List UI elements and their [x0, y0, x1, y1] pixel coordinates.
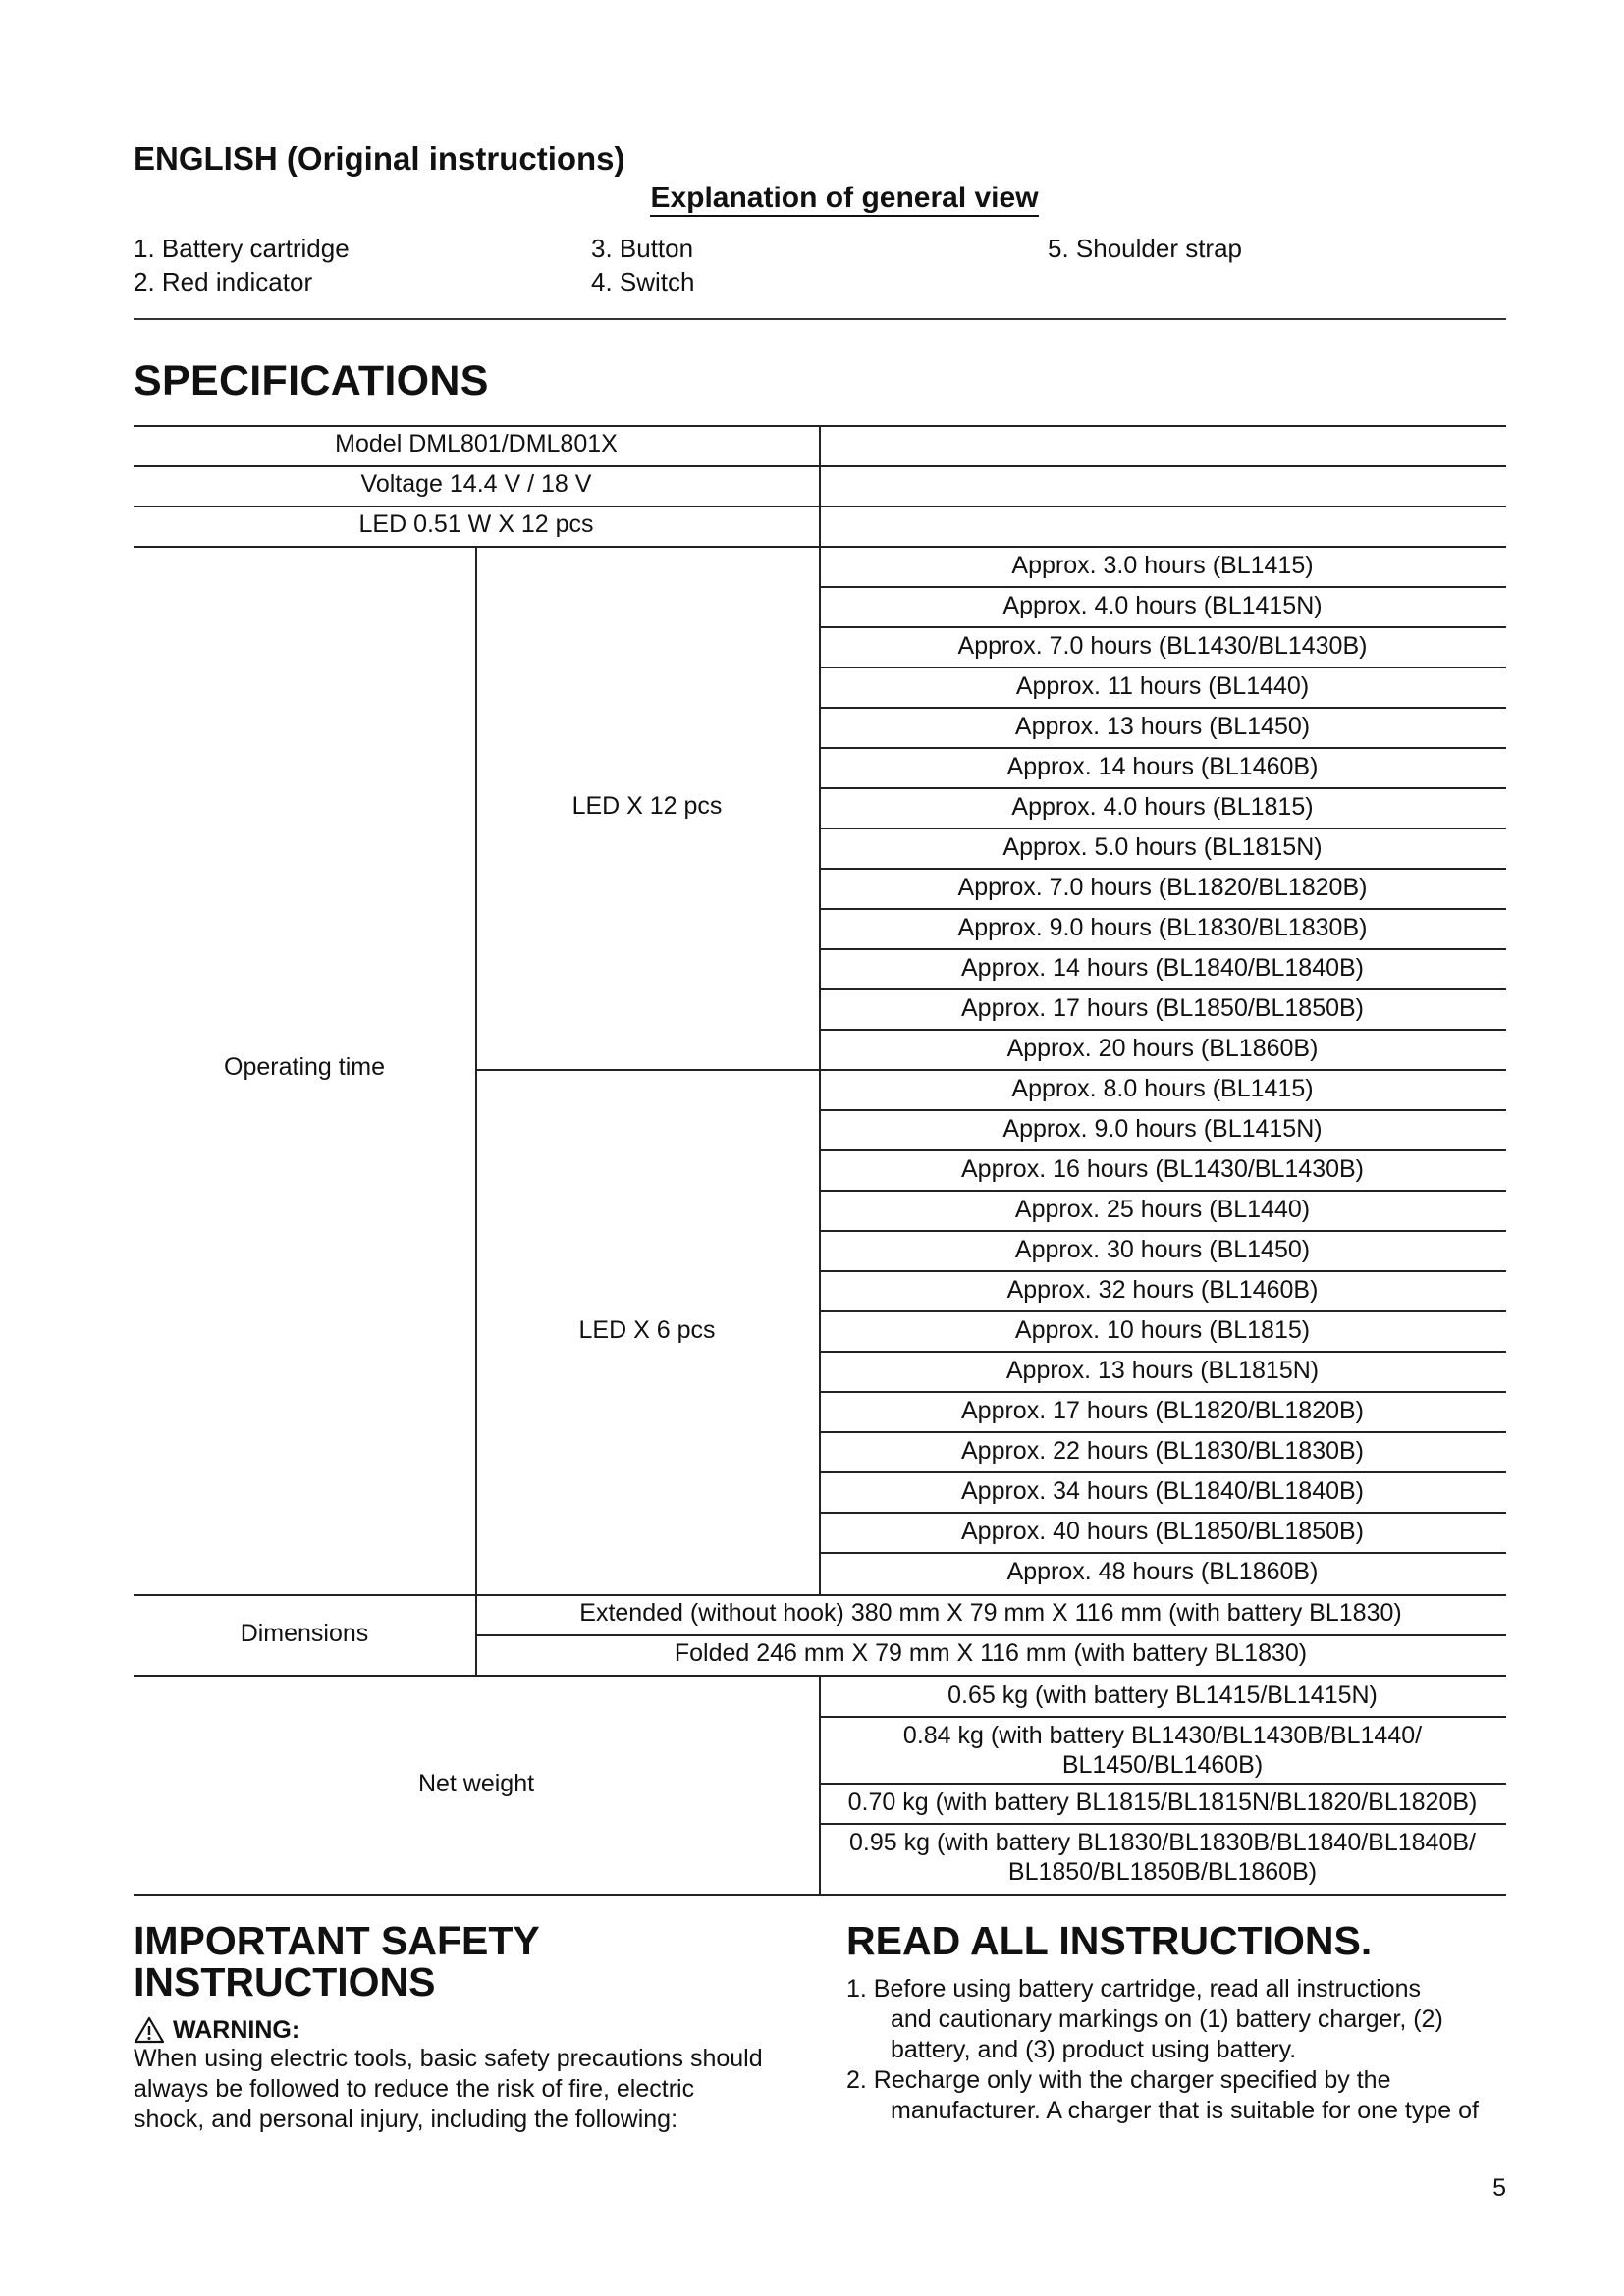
led6-label: LED X 6 pcs — [578, 1316, 716, 1344]
operating-time-value: Approx. 7.0 hours (BL1820/BL1820B) — [957, 874, 1368, 901]
read-all-list — [846, 1974, 1514, 2126]
table-rule — [819, 1471, 1506, 1473]
page-number: 5 — [1492, 2174, 1506, 2202]
general-view-title-text: Explanation of general view — [650, 182, 1038, 217]
warning-line: When using electric tools, basic safety precautions should — [134, 2045, 763, 2072]
table-rule — [819, 1716, 1506, 1718]
operating-time-value: Approx. 8.0 hours (BL1415) — [1011, 1075, 1314, 1102]
operating-time-value: Approx. 4.0 hours (BL1815) — [1011, 793, 1314, 821]
safety-heading-line: IMPORTANT SAFETY — [134, 1918, 540, 1963]
operating-time-value: Approx. 32 hours (BL1460B) — [1006, 1276, 1319, 1304]
table-rule — [819, 1351, 1506, 1353]
table-rule — [819, 1149, 1506, 1151]
read-all-line: and cautionary markings on (1) battery charger, (2) — [891, 2005, 1443, 2033]
warning-label: WARNING: — [173, 2015, 300, 2044]
table-rule — [134, 1894, 1506, 1896]
table-rule — [819, 988, 1506, 990]
operating-time-value: Approx. 17 hours (BL1820/BL1820B) — [961, 1397, 1364, 1424]
operating-time-value: Approx. 40 hours (BL1850/BL1850B) — [961, 1518, 1364, 1545]
general-view-item: 3. Button — [591, 234, 694, 263]
specifications-heading: SPECIFICATIONS — [134, 357, 489, 404]
read-all-line: manufacturer. A charger that is suitable for one type of — [891, 2097, 1479, 2124]
table-rule — [819, 747, 1506, 749]
operating-time-value: Approx. 48 hours (BL1860B) — [1006, 1558, 1319, 1585]
operating-time-value: Approx. 34 hours (BL1840/BL1840B) — [961, 1477, 1364, 1505]
operating-time-value: Approx. 16 hours (BL1430/BL1430B) — [961, 1155, 1364, 1183]
operating-time-value: Approx. 14 hours (BL1840/BL1840B) — [961, 954, 1364, 982]
table-rule — [819, 1109, 1506, 1111]
led-cell: LED 0.51 W X 12 pcs — [358, 510, 594, 538]
read-all-line: 2. Recharge only with the charger specified by the — [846, 2066, 1391, 2094]
operating-time-value: Approx. 20 hours (BL1860B) — [1006, 1035, 1319, 1062]
table-rule — [819, 626, 1506, 628]
operating-time-value: Approx. 13 hours (BL1450) — [1014, 713, 1311, 740]
operating-time-value: Approx. 30 hours (BL1450) — [1014, 1236, 1311, 1263]
operating-time-label: Operating time — [224, 1053, 385, 1081]
warning-line: shock, and personal injury, including the following: — [134, 2106, 678, 2133]
table-rule — [819, 828, 1506, 829]
model-cell: Model DML801/DML801X — [335, 430, 618, 457]
table-rule — [819, 1230, 1506, 1232]
safety-heading — [134, 1920, 540, 2002]
operating-time-value: Approx. 7.0 hours (BL1430/BL1430B) — [957, 632, 1368, 660]
operating-time-value: Approx. 22 hours (BL1830/BL1830B) — [961, 1437, 1364, 1465]
dimensions-folded: Folded 246 mm X 79 mm X 116 mm (with battery BL1830) — [674, 1639, 1308, 1667]
operating-time-value: Approx. 14 hours (BL1460B) — [1006, 753, 1319, 780]
table-rule — [819, 1552, 1506, 1554]
table-rule — [819, 1783, 1506, 1785]
net-weight-value: 0.95 kg (with battery BL1830/BL1830B/BL1840/BL1840B/ BL1850/BL1850B/BL1860B) — [849, 1829, 1476, 1886]
voltage-cell: Voltage 14.4 V / 18 V — [360, 470, 592, 498]
operating-time-value: Approx. 25 hours (BL1440) — [1014, 1196, 1311, 1223]
warning-text — [134, 2044, 763, 2135]
operating-time-value: Approx. 17 hours (BL1850/BL1850B) — [961, 994, 1364, 1022]
table-rule — [819, 908, 1506, 910]
dimensions-extended: Extended (without hook) 380 mm X 79 mm X 116 mm (with battery BL1830) — [579, 1599, 1402, 1627]
warning-triangle-icon — [134, 2016, 165, 2044]
read-all-line: 1. Before using battery cartridge, read all instructions — [846, 1975, 1422, 2002]
table-rule — [819, 586, 1506, 588]
general-view-item: 2. Red indicator — [134, 267, 313, 296]
operating-time-value: Approx. 4.0 hours (BL1415N) — [1002, 592, 1323, 619]
table-rule — [819, 1270, 1506, 1272]
table-rule — [819, 1069, 1506, 1071]
net-weight-value: 0.70 kg (with battery BL1815/BL1815N/BL1820/BL1820B) — [847, 1789, 1478, 1816]
language-heading: ENGLISH (Original instructions) — [134, 140, 625, 177]
table-rule — [819, 707, 1506, 709]
table-rule — [475, 546, 477, 1675]
table-rule — [819, 1310, 1506, 1312]
general-view-item: 5. Shoulder strap — [1048, 234, 1243, 263]
general-view-item: 1. Battery cartridge — [134, 234, 350, 263]
table-rule — [819, 1512, 1506, 1514]
table-rule — [819, 1029, 1506, 1031]
general-view-item: 4. Switch — [591, 267, 695, 296]
net-weight-value: 0.84 kg (with battery BL1430/BL1430B/BL1440/ BL1450/BL1460B) — [902, 1722, 1423, 1779]
table-rule — [819, 1675, 821, 1894]
safety-heading-line: INSTRUCTIONS — [134, 1959, 436, 2004]
warning-row — [134, 2015, 299, 2045]
operating-time-value: Approx. 3.0 hours (BL1415) — [1011, 552, 1314, 579]
net-weight-label: Net weight — [417, 1770, 535, 1797]
table-rule — [475, 1069, 819, 1071]
table-rule — [819, 787, 1506, 789]
operating-time-value: Approx. 10 hours (BL1815) — [1014, 1316, 1311, 1344]
table-rule — [819, 868, 1506, 870]
led12-label: LED X 12 pcs — [571, 792, 723, 820]
operating-time-value: Approx. 5.0 hours (BL1815N) — [1002, 833, 1323, 861]
table-rule — [134, 1594, 1506, 1596]
operating-time-value: Approx. 13 hours (BL1815N) — [1005, 1357, 1320, 1384]
operating-time-value: Approx. 9.0 hours (BL1415N) — [1002, 1115, 1323, 1143]
operating-time-value: Approx. 9.0 hours (BL1830/BL1830B) — [957, 914, 1368, 941]
read-all-line: battery, and (3) product using battery. — [891, 2036, 1297, 2063]
read-all-heading: READ ALL INSTRUCTIONS. — [846, 1918, 1373, 1963]
table-rule — [819, 667, 1506, 668]
table-rule — [819, 1190, 1506, 1192]
operating-time-value: Approx. 11 hours (BL1440) — [1015, 672, 1310, 700]
table-rule — [819, 948, 1506, 950]
dimensions-label: Dimensions — [240, 1620, 369, 1647]
table-rule — [475, 1634, 1506, 1636]
table-rule — [819, 425, 821, 1594]
table-rule — [819, 1431, 1506, 1433]
table-rule — [819, 1823, 1506, 1825]
net-weight-value: 0.65 kg (with battery BL1415/BL1415N) — [947, 1682, 1378, 1709]
table-rule — [819, 1391, 1506, 1393]
warning-line: always be followed to reduce the risk of fire, electric — [134, 2075, 695, 2103]
